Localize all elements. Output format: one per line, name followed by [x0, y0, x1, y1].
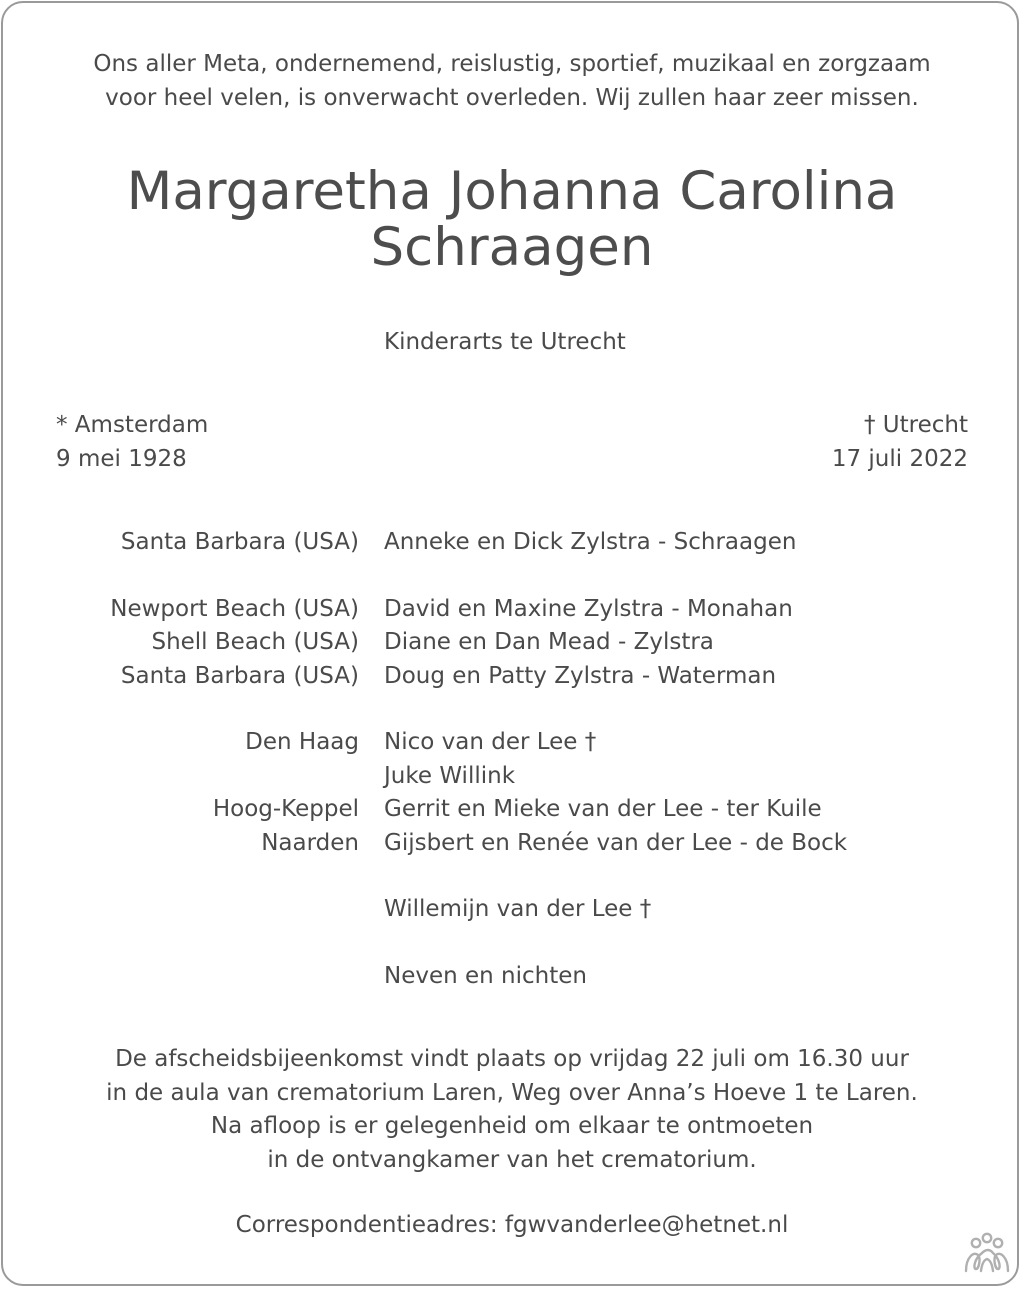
- funeral-line: in de aula van crematorium Laren, Weg over Anna’s Hoeve 1 te Laren.: [106, 1079, 918, 1106]
- family-row: [0, 626, 1024, 659]
- deceased-name: [0, 161, 1024, 278]
- name-line: Schraagen: [370, 217, 654, 278]
- family-place: Newport Beach (USA): [110, 595, 359, 622]
- family-row: [0, 559, 1024, 592]
- intro-line: Ons aller Meta, ondernemend, reislustig, sportief, muzikaal en zorgzaam: [93, 51, 931, 77]
- name-line: Margaretha Johanna Carolina: [126, 161, 898, 222]
- family-place: Santa Barbara (USA): [120, 529, 359, 555]
- family-place: Santa Barbara (USA): [120, 662, 359, 689]
- funeral-line: De afscheidsbijeenkomst vindt plaats op vrijdag 22 juli om 16.30 uur: [115, 1046, 909, 1072]
- family-names: Gerrit en Mieke van der Lee - ter Kuile: [384, 796, 822, 823]
- family-names: Juke Willink: [384, 762, 516, 789]
- family-row: [0, 893, 1024, 926]
- death-info: [832, 409, 968, 476]
- intro-line: voor heel velen, is onverwacht overleden. Wij zullen haar zeer missen.: [105, 84, 919, 111]
- correspondence-address: Correspondentieadres: fgwvanderlee@hetnet.nl: [235, 1212, 789, 1238]
- family-row: [0, 927, 1024, 960]
- intro-text: [0, 48, 1024, 115]
- family-names: Nico van der Lee †: [384, 729, 597, 756]
- family-row: [0, 793, 1024, 826]
- family-place: Den Haag: [245, 729, 359, 756]
- family-place: Hoog-Keppel: [212, 796, 359, 823]
- family-row: [0, 526, 1024, 559]
- family-place: Shell Beach (USA): [151, 629, 359, 656]
- family-row: [0, 593, 1024, 626]
- family-row: [0, 660, 1024, 693]
- family-list: [0, 526, 1024, 993]
- family-row: [0, 960, 1024, 993]
- family-names: Doug en Patty Zylstra - Waterman: [384, 662, 777, 689]
- family-names: David en Maxine Zylstra - Monahan: [384, 595, 793, 622]
- family-names: Gijsbert en Renée van der Lee - de Bock: [384, 829, 848, 856]
- family-place: Naarden: [261, 829, 359, 856]
- family-row: [0, 827, 1024, 860]
- family-names: Diane en Dan Mead - Zylstra: [384, 629, 714, 656]
- family-names: Anneke en Dick Zylstra - Schraagen: [384, 529, 797, 555]
- funeral-line: in de ontvangkamer van het crematorium.: [267, 1146, 757, 1173]
- people-group-icon: [962, 1231, 1012, 1275]
- death-place: † Utrecht: [863, 412, 968, 438]
- family-names: Willemijn van der Lee †: [384, 896, 652, 923]
- funeral-info: [0, 1043, 1024, 1177]
- birth-place: * Amsterdam: [56, 412, 209, 438]
- birth-info: [56, 409, 208, 476]
- family-row: [0, 860, 1024, 893]
- funeral-line: Na afloop is er gelegenheid om elkaar te ontmoeten: [210, 1113, 814, 1139]
- occupation: Kinderarts te Utrecht: [384, 329, 626, 355]
- family-row: [0, 693, 1024, 726]
- family-row: [0, 726, 1024, 759]
- birth-date: 9 mei 1928: [56, 445, 187, 472]
- family-row: [0, 760, 1024, 793]
- death-date: 17 juli 2022: [831, 445, 968, 472]
- family-names: Neven en nichten: [384, 963, 587, 990]
